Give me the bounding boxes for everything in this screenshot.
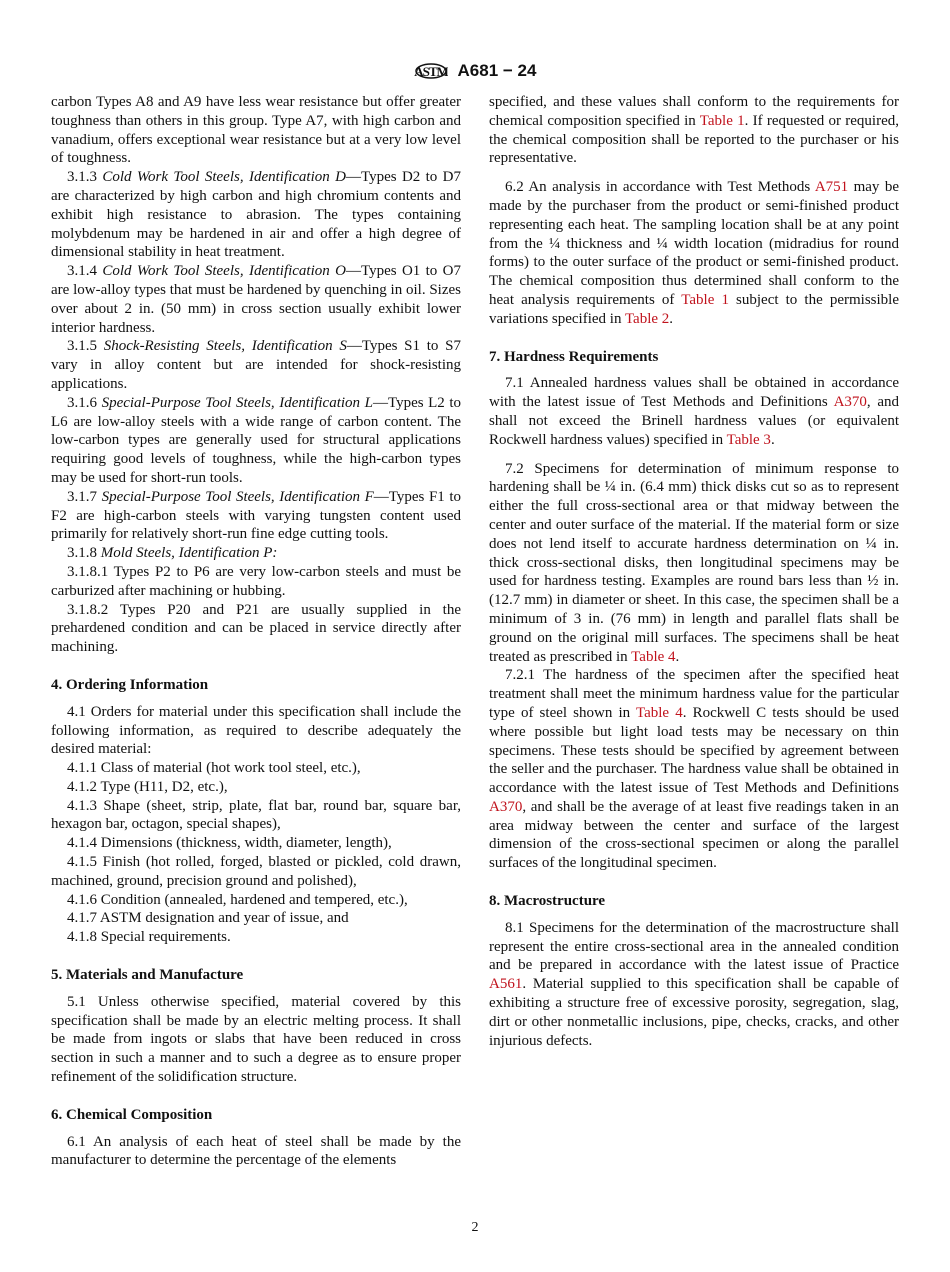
text-run: 7.2 Specimens for determination of minimum response to hardening shall be ¼ in. (6.4 mm) thick disks cut so as to represent either the full cross-sectional area or that midway between the center and outer surface of the material. If the material form or size does not lend itself to accurate hardness determination on ¼ in. thick cross-sectional disks, then longitudinal specimens may be used for hardness testing. Examples are round bars less than ½ in. (12.7 mm) in diameter or sheet. In this case, the specimen shall be a minimum of 3 in. (76 mm) in length and parallel flats shall be ground on the original mill surfaces. The specimens shall be heat treated as prescribed in <box>489 460 899 665</box>
standard-designation: A681 − 24 <box>457 61 537 80</box>
text-run: 3.1.8 <box>67 545 101 562</box>
reference-link[interactable]: Table 1 <box>681 291 729 308</box>
text-run: 4.1.2 Type (H11, D2, etc.), <box>67 778 228 795</box>
italic-term: Cold Work Tool Steels, Identification D <box>102 169 346 186</box>
paragraph <box>51 544 461 563</box>
text-run: 8.1 Specimens for the determination of the macrostructure shall represent the entire cross-sectional area in the annealed condition and be prepared in accordance with the latest issue of Practice <box>489 919 899 974</box>
text-run: —Types D2 to D7 are characterized by high carbon and high chromium contents and exhibit high resistance to abrasion. The types containing molybdenum may be hardened in air and offer a high degree of dimensional stability in heat treatment. <box>51 169 461 261</box>
text-run: 4.1.1 Class of material (hot work tool steel, etc.), <box>67 760 361 777</box>
text-run: 7.2.1 The hardness of the specimen after the specified heat treatment shall meet the minimum hardness value for the particular type of steel shown in <box>489 667 899 721</box>
text-run: 3.1.6 <box>67 394 102 411</box>
text-run: 3.1.3 <box>67 169 103 186</box>
text-run: , and shall not exceed the Brinell hardness values (or equivalent Rockwell hardness values) specified in <box>489 394 899 448</box>
text-run: carbon Types A8 and A9 have less wear resistance but offer greater toughness than others in this group. Type A7, with high carbon and vanadium, offers exceptional wear resistance but at a very low level of toughness. <box>51 94 461 167</box>
paragraph <box>489 93 899 168</box>
paragraph <box>51 93 461 168</box>
text-run: . If requested or required, the chemical composition shall be reported to the purchaser or his representative. <box>489 112 899 167</box>
paragraph <box>51 168 461 262</box>
paragraph <box>51 909 461 928</box>
paragraph <box>51 759 461 778</box>
paragraph <box>51 394 461 488</box>
italic-term: Special-Purpose Tool Steels, Identification L <box>101 394 373 411</box>
reference-link[interactable]: Table 4 <box>631 648 676 665</box>
paragraph <box>51 563 461 601</box>
page-number: 2 <box>471 1220 479 1235</box>
paragraph <box>51 853 461 891</box>
reference-link[interactable]: A370 <box>833 394 867 411</box>
paragraph <box>489 460 899 667</box>
text-run: 5. Materials and Manufacture <box>51 967 244 984</box>
text-run: . <box>770 431 775 448</box>
text-run: 3.1.8.1 Types P2 to P6 are very low-carbon steels and must be carburized after machining or hubbing. <box>51 563 461 599</box>
text-run: 3.1.4 <box>67 263 103 280</box>
text-run: 4.1.8 Special requirements. <box>67 929 231 946</box>
svg-text:ASTM: ASTM <box>413 64 448 79</box>
text-run: —Types S1 to S7 vary in alloy content but are intended for shock-resisting applications. <box>51 338 462 392</box>
text-run: 3.1.5 <box>67 338 104 355</box>
paragraph <box>51 703 461 759</box>
text-run: 4.1.3 Shape (sheet, strip, plate, flat bar, round bar, square bar, hexagon bar, octagon, special shapes), <box>51 797 461 833</box>
page-header <box>0 56 950 86</box>
text-run: 7. Hardness Requirements <box>489 348 659 365</box>
right-column <box>489 93 899 1050</box>
paragraph <box>51 262 461 337</box>
section-heading <box>489 892 899 911</box>
text-run: 8. Macrostructure <box>489 893 606 910</box>
reference-link[interactable]: Table 4 <box>635 704 683 721</box>
section-heading <box>51 1106 461 1125</box>
paragraph <box>489 374 899 449</box>
text-run: 6.1 An analysis of each heat of steel shall be made by the manufacturer to determine the percentage of the elements <box>51 1133 461 1169</box>
text-run: 3.1.7 <box>67 488 102 505</box>
text-run: 4.1.6 Condition (annealed, hardened and tempered, etc.), <box>67 891 408 908</box>
reference-link[interactable]: A370 <box>489 798 523 815</box>
text-run: may be made by the purchaser from the product or semi-finished product representing each heat. The sampling location shall be at any point from the ¼ thickness and ¼ width location (midradius for round forms) to the outer surface of the product or semi-finished product. The chemical composition thus determined shall conform to the heat analysis requirements of <box>489 179 899 308</box>
text-run: specified, and these values shall conform to the requirements for chemical composition specified in <box>489 94 899 129</box>
italic-term: Cold Work Tool Steels, Identification O <box>102 263 346 280</box>
paragraph <box>51 891 461 910</box>
paragraph <box>51 797 461 835</box>
paragraph <box>51 488 461 544</box>
text-run: 4.1.7 ASTM designation and year of issue, and <box>67 910 349 927</box>
text-run: 4.1.5 Finish (hot rolled, forged, blasted or pickled, cold drawn, machined, ground, precision ground and polished), <box>51 854 461 889</box>
reference-link[interactable]: A561 <box>489 976 523 993</box>
text-run: 6. Chemical Composition <box>51 1106 213 1123</box>
astm-logo-icon <box>414 56 448 86</box>
text-run: subject to the permissible variations specified in <box>489 291 899 327</box>
section-heading <box>489 348 899 367</box>
text-run: —Types L2 to L6 are low-alloy steels with a wide range of carbon content. The low-carbon types are generally used for structural applications requiring good levels of toughness, while the high-carbon types may be used for short-run tools. <box>51 394 462 486</box>
paragraph <box>51 834 461 853</box>
left-column <box>51 93 461 1170</box>
reference-link[interactable]: A751 <box>814 179 849 196</box>
text-run: . Material supplied to this specification shall be capable of exhibiting a structure free of excessive porosity, segregation, slag, dirt or other nonmetallic inclusions, pipe, checks, cracks, and other injurious defects. <box>489 976 899 1049</box>
text-run: 5.1 Unless otherwise specified, material covered by this specification shall be made by an electric melting process. It shall be made from ingots or slabs that have been reduced in cross section in such a manner and to such a degree as to ensure proper refinement of the solidification structure. <box>51 993 461 1086</box>
paragraph <box>51 928 461 947</box>
paragraph <box>51 601 461 657</box>
section-heading <box>51 966 461 985</box>
reference-link[interactable]: Table 2 <box>624 310 670 327</box>
reference-link[interactable]: Table 1 <box>699 112 745 129</box>
text-run: , and shall be the average of at least five readings taken in an area midway between the center and surface of the largest dimension of the cross-sectional specimen or along the parallel surfaces of the longitudinal specimen. <box>489 798 899 872</box>
italic-term: Mold Steels, Identification P: <box>100 545 278 562</box>
text-run: 4. Ordering Information <box>51 676 209 693</box>
text-run: —Types O1 to O7 are low-alloy types that must be hardened by quenching in oil. Sizes over about 2 in. (50 mm) in cross section usually exhibit lower interior hardness. <box>51 263 461 336</box>
paragraph <box>489 666 899 873</box>
text-run: 4.1.4 Dimensions (thickness, width, diameter, length), <box>67 835 392 852</box>
text-run: . <box>669 310 674 327</box>
text-run: 4.1 Orders for material under this specification shall include the following information, as required to describe adequately the desired material: <box>51 703 461 758</box>
text-run: 3.1.8.2 Types P20 and P21 are usually supplied in the prehardened condition and can be placed in service directly after machining. <box>51 601 461 656</box>
paragraph <box>51 337 461 393</box>
paragraph <box>51 1133 461 1171</box>
section-heading <box>51 676 461 695</box>
paragraph <box>489 178 899 328</box>
italic-term: Shock-Resisting Steels, Identification S <box>103 338 347 355</box>
text-run: —Types F1 to F2 are high-carbon steels with varying tungsten content used primarily for relatively short-run fine edge cutting tools. <box>51 488 462 543</box>
reference-link[interactable]: Table 3 <box>726 431 771 448</box>
text-run: . Rockwell C tests should be used where possible but light load tests may be necessary on thin specimens. These tests should be specified by agreement between the seller and the purchaser. The hardness value shall be obtained in accordance with the latest issue of Test Methods and Definitions <box>489 704 899 797</box>
paragraph <box>51 993 461 1087</box>
italic-term: Special-Purpose Tool Steels, Identification F <box>101 488 374 505</box>
text-run: 7.1 Annealed hardness values shall be obtained in accordance with the latest issue of Test Methods and Definitions <box>489 375 899 411</box>
text-run: . <box>675 648 680 665</box>
paragraph <box>51 778 461 797</box>
text-run: 6.2 An analysis in accordance with Test Methods <box>505 179 815 196</box>
paragraph <box>489 919 899 1051</box>
